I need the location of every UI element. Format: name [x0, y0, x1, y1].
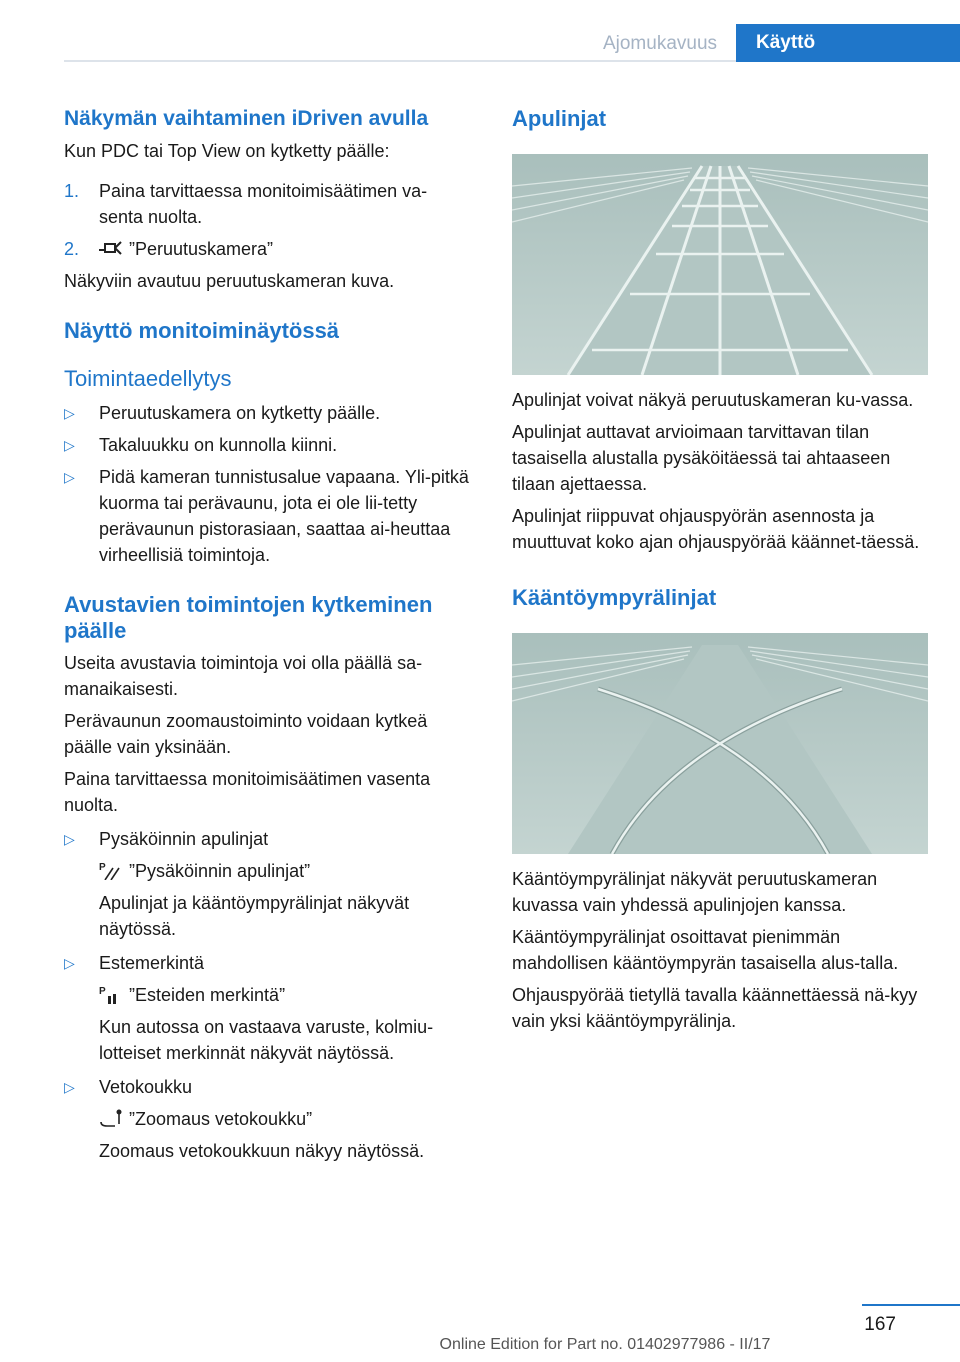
- list-text: Pidä kameran tunnistusalue vapaana. Yli-pitkä kuorma tai perävaunu, jota ei ole lii-tetty perävaunun pistorasiaan, saattaa ai-heuttaa virheellisiä toimintoja.: [99, 467, 469, 565]
- heading-view-switch: Näkymän vaihtaminen iDriven avulla: [64, 107, 429, 130]
- list-item: [64, 236, 470, 262]
- list-text: Pysäköinnin apulinjat: [99, 829, 269, 849]
- list-item: [64, 432, 470, 458]
- svg-text:P: P: [99, 862, 106, 873]
- page-number: 167: [864, 1314, 896, 1335]
- paragraph: Paina tarvittaessa monitoimisäätimen vasenta nuolta.: [64, 769, 431, 815]
- turning-circle-figure: [512, 633, 928, 854]
- header-chapter-tab[interactable]: Käyttö: [736, 24, 960, 62]
- obstacle-marking-icon: [99, 984, 123, 1004]
- list-text: Peruutuskamera on kytketty päälle.: [99, 403, 381, 423]
- list-item: [64, 826, 470, 852]
- guide-lines-figure: [512, 154, 928, 375]
- menu-entry[interactable]: [64, 858, 470, 884]
- paragraph: Ohjauspyörää tietyllä tavalla käännettäessä nä-kyy vain yksi kääntöympyrälinja.: [512, 985, 918, 1031]
- list-number: 1.: [64, 181, 80, 201]
- menu-label: ”Pysäköinnin apulinjat”: [129, 861, 311, 881]
- paragraph: Useita avustavia toimintoja voi olla päällä sa-manaikaisesti.: [64, 653, 423, 699]
- tow-hook-icon: [99, 1108, 123, 1128]
- left-column: [64, 96, 470, 1164]
- heading-guide-lines: Apulinjat: [512, 106, 607, 131]
- bullet-icon: ▷: [64, 831, 75, 847]
- function-description: Apulinjat ja kääntöympyrälinjat näkyvät näytössä.: [99, 893, 410, 939]
- heading-monitor-display: Näyttö monitoiminäytössä: [64, 318, 340, 343]
- menu-entry[interactable]: [64, 982, 470, 1008]
- bullet-icon: ▷: [64, 469, 75, 485]
- header-section[interactable]: Ajomukavuus: [602, 33, 718, 54]
- list-text: Paina tarvittaessa monitoimisäätimen va-senta nuolta.: [99, 181, 428, 227]
- paragraph: Kääntöympyrälinjat osoittavat pienimmän mahdollisen kääntöympyrän tasaisella alus-talla.: [512, 927, 899, 973]
- right-column: [512, 96, 928, 1034]
- heading-turning-circle-lines: Kääntöympyrälinjat: [512, 585, 717, 610]
- menu-entry[interactable]: [64, 1106, 470, 1132]
- paragraph: Perävaunun zoomaustoiminto voidaan kytkeä päälle vain yksinään.: [64, 711, 428, 757]
- list-item: [64, 464, 470, 568]
- list-text: Vetokoukku: [99, 1077, 193, 1097]
- heading-requirements: Toimintaedellytys: [64, 366, 232, 391]
- bullet-icon: ▷: [64, 1079, 75, 1095]
- list-item: [64, 400, 470, 426]
- paragraph: Apulinjat riippuvat ohjauspyörän asennosta ja muuttuvat koko ajan ohjauspyörää käännet-täessä.: [512, 506, 920, 552]
- footer-divider: [862, 1304, 960, 1306]
- list-text: Takaluukku on kunnolla kiinni.: [99, 435, 338, 455]
- edition-label: Online Edition for Part no. 01402977986 - II/17: [439, 1336, 771, 1353]
- paragraph: Apulinjat voivat näkyä peruutuskameran ku-vassa.: [512, 390, 914, 410]
- function-description: Kun autossa on vastaava varuste, kolmiu-lotteiset merkinnät näkyvät näytössä.: [99, 1017, 434, 1063]
- list-item: [64, 178, 470, 230]
- list-text: Estemerkintä: [99, 953, 205, 973]
- menu-label: ”Zoomaus vetokoukku”: [129, 1109, 313, 1129]
- paragraph: Näkyviin avautuu peruutuskameran kuva.: [64, 271, 395, 291]
- bullet-icon: ▷: [64, 437, 75, 453]
- rear-camera-icon: [99, 238, 123, 258]
- list-item: [64, 1074, 470, 1100]
- svg-text:P: P: [99, 986, 106, 997]
- paragraph: Kun PDC tai Top View on kytketty päälle:: [64, 141, 390, 161]
- list-item: [64, 950, 470, 976]
- turning-circle-illustration: [512, 633, 928, 854]
- footer-edition: [0, 1336, 960, 1354]
- bullet-icon: ▷: [64, 955, 75, 971]
- guide-lines-illustration: [512, 154, 928, 375]
- function-description: Zoomaus vetokoukkuun näkyy näytössä.: [99, 1141, 425, 1161]
- list-number: 2.: [64, 239, 80, 259]
- menu-label: ”Esteiden merkintä”: [129, 985, 286, 1005]
- paragraph: Apulinjat auttavat arvioimaan tarvittavan tilan tasaisella alustalla pysäköitäessä tai ahtaaseen tilaan ajettaessa.: [512, 422, 891, 494]
- heading-assist-functions: Avustavien toimintojen kytkeminen päälle: [64, 592, 433, 643]
- bullet-icon: ▷: [64, 405, 75, 421]
- paragraph: Kääntöympyrälinjat näkyvät peruutuskameran kuvassa vain yhdessä apulinjojen kanssa.: [512, 869, 878, 915]
- list-text: ”Peruutuskamera”: [129, 239, 274, 259]
- parking-lines-icon: [99, 860, 123, 880]
